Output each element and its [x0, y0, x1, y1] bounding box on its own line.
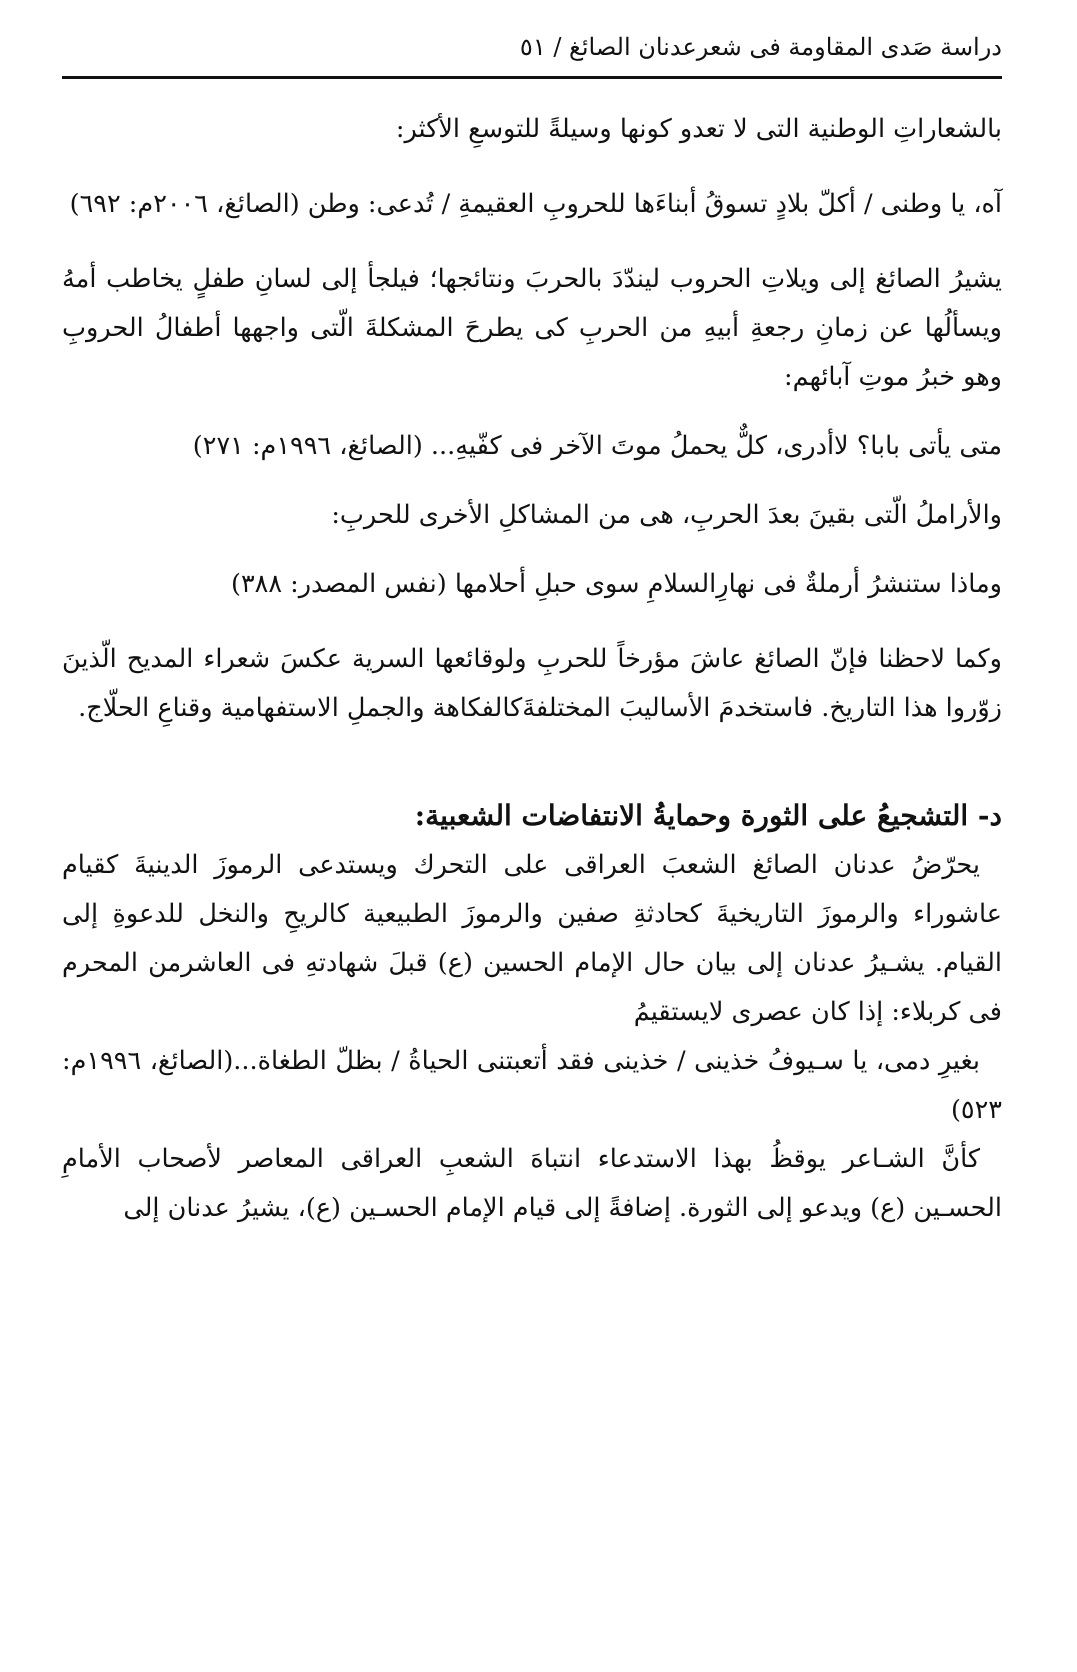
paragraph-revolution: يحرّضُ عدنان الصائغ الشعبَ العراقی علی التحرك ويستدعی الرموزَ الدينيةَ كقيام عاشوراء والرموزَ التاريخيةَ كحادثةِ صفين والرموزَ الطبيعية كالريحِ والنخل للدعوةِ إلی القيام. يشـيرُ عدنان إلی بيان حال الإمام الحسين (ع) قبلَ شهادتهِ فی العاشرمن المحرم فی كربلاء: إذا كان عصری لايستقيمُ — [62, 850, 1002, 1027]
quote-homeland: آه، يا وطنی / أكلّ بلادٍ تسوقُ أبناءَها للحروبِ العقيمةِ / تُدعی: وطن (الصائغ، ٢٠٠٦م: ٦٩٢) — [69, 189, 1002, 219]
paragraph-intro: بالشعاراتِ الوطنية التی لا تعدو كونها وسيلةً للتوسعِ الأكثر: — [395, 114, 1002, 144]
quote-swords: بغيرِ دمی، يا سـيوفُ خذينی / خذينی فقد أتعبتنی الحياةُ / بظلّ الطغاة...(الصائغ، ١٩٩٦م: ٥٢٣) — [62, 1046, 1002, 1125]
paragraph-awakening: كأنَّ الشـاعر يوقظُ بهذا الاستدعاء انتباهَ الشعبِ العراقی المعاصر لأصحاب الأمامِ الحسـين (ع) ويدعو إلی الثورة. إضافةً إلی قيام الإمام الحسـين (ع)، يشيرُ عدنان إلی — [62, 1144, 1002, 1223]
page-body — [62, 105, 1002, 1233]
quote-widow: وماذا ستنشرُ أرملةٌ فی نهارِالسلامِ سوی حبلِ أحلامها (نفس المصدر: ٣٨٨) — [231, 569, 1002, 599]
paragraph-war-children: يشيرُ الصائغ إلی ويلاتِ الحروب ليندّدَ بالحربَ ونتائجها؛ فيلجأ إلی لسانِ طفلٍ يخاطب أمهُ ويسألُها عن زمانِ رجعةِ أبيهِ من الحربِ كی يطرحَ المشكلةَ الّتی واجهها أطفالُ الحروبِ وهو خبرُ موتِ آبائهم: — [62, 264, 1002, 392]
header-rule — [62, 76, 1002, 79]
quote-father: متی يأتی بابا؟ لاأدری، كلٌّ يحملُ موتَ الآخر فی كفّيهِ... (الصائغ، ١٩٩٦م: ٢٧١) — [192, 431, 1002, 461]
paragraph-historian: وكما لاحظنا فإنّ الصائغ عاشَ مؤرخاً للحربِ ولوقائعها السرية عكسَ شعراء المديح الّذينَ زوّروا هذا التاريخ. فاستخدمَ الأساليبَ المختلفةَكالفكاهة والجملِ الاستفهامية وقناعِ الحلّاج. — [62, 644, 1002, 723]
paragraph-widows: والأراملُ الّتی بقينَ بعدَ الحربِ، هی من المشاكلِ الأخری للحربِ: — [331, 500, 1002, 530]
document-page — [62, 30, 1002, 1233]
section-heading: د- التشجيعُ علی الثورة وحمايةُ الانتفاضات الشعبية: — [414, 799, 1002, 832]
running-header: دراسة صَدى المقاومة فی شعرعدنان الصائغ / ٥١ — [519, 33, 1002, 61]
